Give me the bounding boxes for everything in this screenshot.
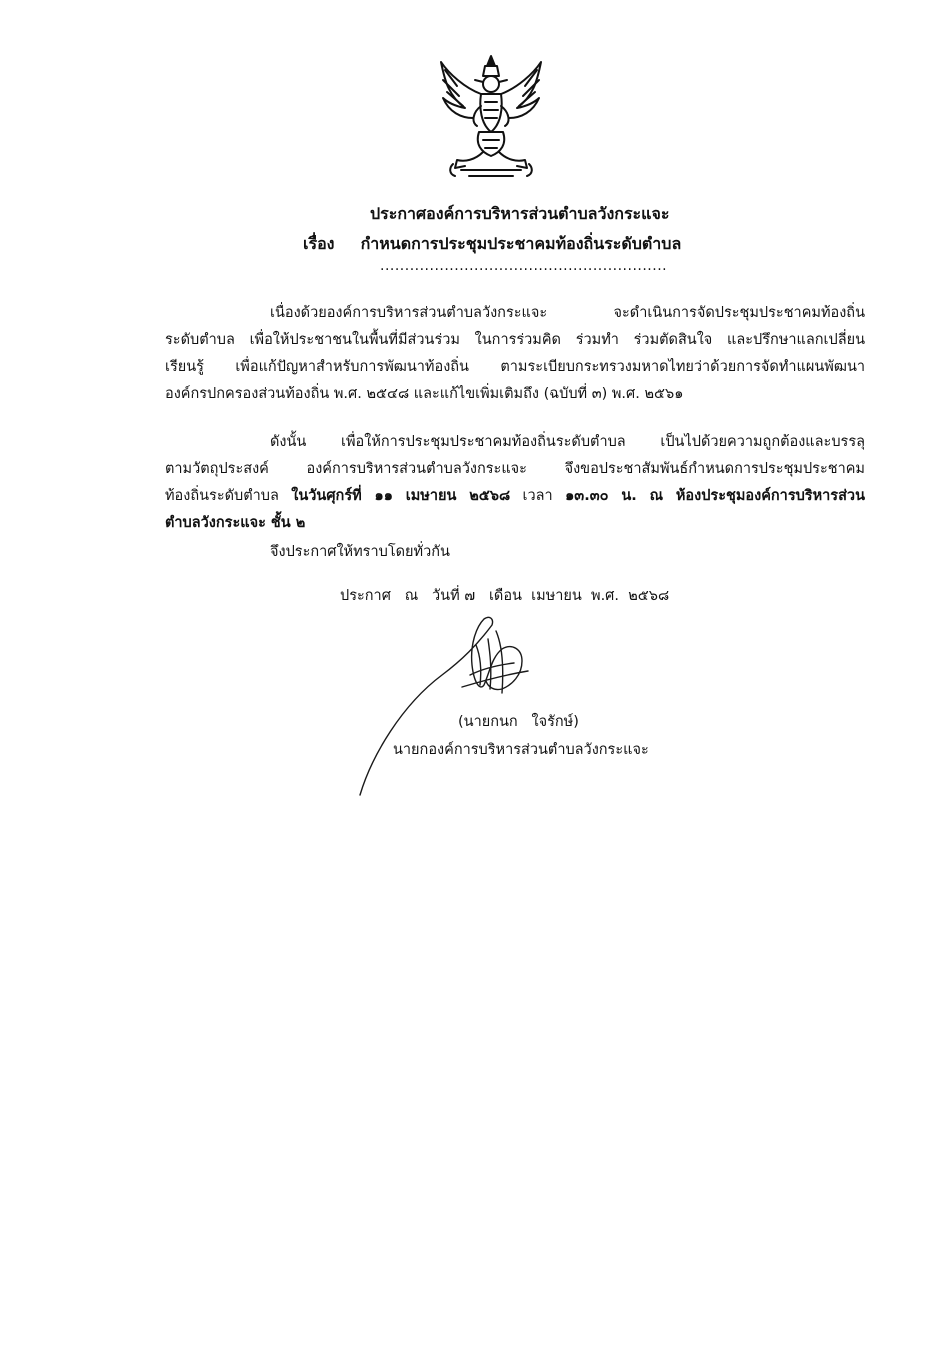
meeting-place-floor: ตำบลวังกระแจะ ชั้น ๒ <box>165 515 306 531</box>
paragraph1-line1: เนื่องด้วยองค์การบริหารส่วนตำบลวังกระแจะ จะดำเนินการจัดประชุมประชาคมท้องถิ่น <box>270 305 865 321</box>
paragraph2-line3 <box>165 486 865 506</box>
paragraph1-line2: ระดับตำบล เพื่อให้ประชาชนในพื้นที่มีส่วนร่วม ในการร่วมคิด ร่วมทำ ร่วมตัดสินใจ และปรึกษาแลกเปลี่ยน <box>165 332 865 348</box>
signer-title: นายกองค์การบริหารส่วนตำบลวังกระแจะ <box>393 742 649 758</box>
document-title: ประกาศองค์การบริหารส่วนตำบลวังกระแจะ <box>370 204 670 223</box>
paragraph2-line2: ตามวัตถุประสงค์ องค์การบริหารส่วนตำบลวังกระแจะ จึงขอประชาสัมพันธ์กำหนดการประชุมประชาคม <box>165 461 865 477</box>
dotted-divider: .......................................................... <box>380 258 668 274</box>
subject-text: กำหนดการประชุมประชาคมท้องถิ่นระดับตำบล <box>360 234 682 253</box>
paragraph1-line4: องค์กรปกครองส่วนท้องถิ่น พ.ศ. ๒๕๔๘ และแก้ไขเพิ่มเติมถึง (ฉบับที่ ๓) พ.ศ. ๒๕๖๑ <box>165 386 684 402</box>
signer-name: (นายกนก ใจรักษ์) <box>458 714 579 730</box>
garuda-emblem-icon <box>435 52 547 182</box>
document-subject <box>303 232 681 257</box>
paragraph2-line3-plain: ท้องถิ่นระดับตำบล <box>165 488 292 504</box>
meeting-time-place: ๑๓.๓๐ น. ณ ห้องประชุมองค์การบริหารส่วน <box>565 488 865 504</box>
paragraph2-line1: ดังนั้น เพื่อให้การประชุมประชาคมท้องถิ่นระดับตำบล เป็นไปด้วยความถูกต้องและบรรลุ <box>270 434 865 450</box>
paragraph2-line3-mid: เวลา <box>510 488 566 504</box>
announcement-date: ประกาศ ณ วันที่ ๗ เดือน เมษายน พ.ศ. ๒๕๖๘ <box>340 588 670 604</box>
signature-icon <box>352 605 562 805</box>
closing-statement: จึงประกาศให้ทราบโดยทั่วกัน <box>270 544 450 560</box>
meeting-date: ในวันศุกร์ที่ ๑๑ เมษายน ๒๕๖๘ <box>291 488 511 504</box>
subject-label: เรื่อง <box>303 234 335 253</box>
paragraph1-line3: เรียนรู้ เพื่อแก้ปัญหาสำหรับการพัฒนาท้องถิ่น ตามระเบียบกระทรวงมหาดไทยว่าด้วยการจัดทำแผนพัฒนา <box>165 359 865 375</box>
